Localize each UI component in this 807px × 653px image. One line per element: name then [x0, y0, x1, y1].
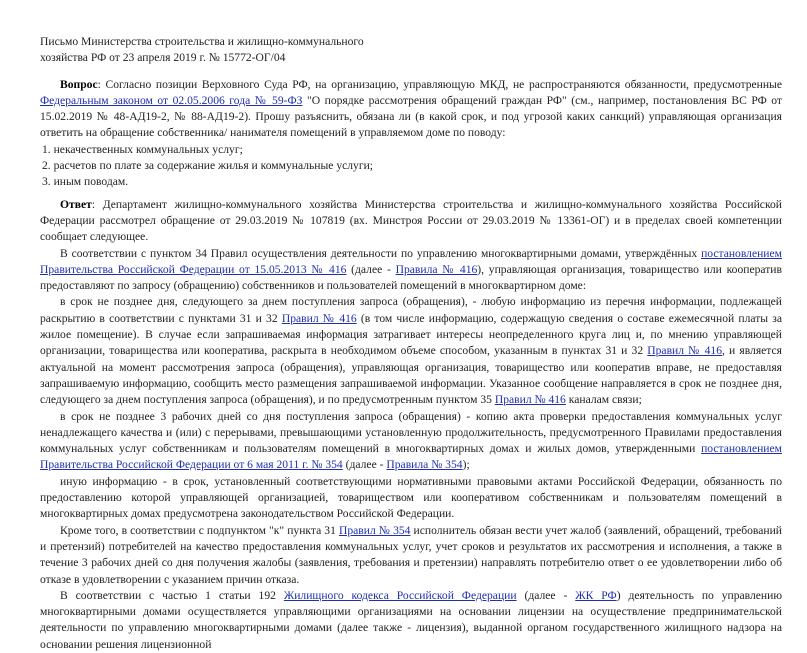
text-segment: ); — [462, 458, 470, 472]
paragraph — [40, 77, 782, 142]
document-link[interactable]: Правил № 416 — [647, 344, 723, 358]
text-segment: 3. иным поводам. — [42, 175, 129, 189]
text-segment: : Департамент жилищно-коммунального хозяйства Министерства строительства и жилищно-коммунального хозяйства Российской Федерации рассмотрел обращение от 29.03.2019 № 107819 (вх. Минстроя России от 29.03.2019 № 13361-ОГ) и в пределах своей компетенции сообщает следующее. — [40, 197, 782, 244]
document-link[interactable]: постановлением Правительства Российской Федерации от 15.05.2013 № 416 — [40, 246, 782, 276]
document-link[interactable]: Правила № 416 — [395, 262, 478, 276]
text-segment: в срок не позднее дня, следующего за днем поступления запроса (обращения), - любую информацию из перечня информации, подлежащей раскрытию в соответствии с пунктами 31 и 32 — [40, 295, 782, 325]
text-segment: Кроме того, в соответствии с подпунктом "к" пункта 31 — [60, 523, 339, 537]
text-segment: исполнитель обязан вести учет жалоб (заявлений, обращений, требований и претензий) потребителей на качество предоставления коммунальных услуг, учет сроков и результатов их рассмотрения и исполнения, а также в течение 3 рабочих дней со дня получения жалобы (заявления, требования и претензии) направлять потребителю ответ о ее удовлетворении либо об отказе в удовлетворении с указанием причин отказа. — [40, 523, 782, 586]
list-item — [40, 142, 782, 158]
document — [40, 34, 782, 653]
list-item — [40, 174, 782, 190]
text-segment: в срок не позднее 3 рабочих дней со дня поступления запроса (обращения) - копию акта проверки предоставления коммунальных услуг ненадлежащего качества и (или) с перерывами, превышающими установленную продолжительность, предусмотренного Правилами предоставления коммунальных услуг собственникам и пользователям помещений в многоквартирных домах и жилых домов, утвержденными — [40, 409, 782, 456]
text-segment: (далее - — [342, 458, 387, 472]
paragraph — [40, 409, 782, 474]
document-link[interactable]: Жилищного кодекса Российской Федерации — [283, 588, 517, 602]
paragraph — [40, 246, 782, 295]
text-segment: В соответствии с пунктом 34 Правил осуществления деятельности по управлению многоквартирными домами, утверждённых — [60, 246, 702, 260]
document-link[interactable]: Правил № 416 — [281, 311, 357, 325]
text-segment: (далее - — [516, 588, 576, 602]
text-segment: ), управляющая организация, товарищество или кооператив предоставляют по запросу (обращению) собственников и пользователей помещений в многоквартирном доме: — [40, 262, 782, 293]
paragraph — [40, 197, 782, 246]
text-segment: 1. некачественных коммунальных услуг; — [42, 142, 243, 156]
text-segment: (в том числе информацию, содержащую сведения о составе ежемесячной платы за жилое помещение). В случае если запрашиваемая информация затрагивает интересы неопределенного круга лиц и, по мнению управляющей организации, товарищества или кооператива, раскрыта в необходимом объеме способом, указанным в пунктах 31 и 32 — [40, 311, 782, 358]
text-segment: 2. расчетов по плате за содержание жилья и коммунальные услуги; — [42, 159, 374, 173]
paragraph — [40, 588, 782, 653]
text-segment: "О порядке рассмотрения обращений граждан РФ" (см., например, постановления ВС РФ от 15.02.2019 № 48-АД19-2, № 88-АД19-2). Прошу разъяснить, обязана ли (в какой срок, и под угрозой каких санкций) управляющая организация ответить на обращение собственника/ нанимателя помещений в управляемом доме по поводу: — [40, 93, 783, 140]
paragraph — [40, 523, 782, 588]
text-segment: : Согласно позиции Верховного Суда РФ, на организацию, управляющую МКД, не распространяются обязанности, предусмотренные — [97, 77, 782, 91]
document-link[interactable]: Федеральным законом от 02.05.2006 года № 59-ФЗ — [40, 93, 303, 107]
text-segment: иную информацию - в срок, установленный соответствующими нормативными правовыми актами Российской Федерации, обязанность по предоставлению которой управляющей организацией, товариществом или кооперативом собственникам и пользователям помещений в многоквартирных домах предусмотрена законодательством Российской Федерации. — [40, 474, 782, 521]
document-link[interactable]: Правил № 354 — [338, 523, 411, 537]
text-segment: (далее - — [346, 262, 396, 276]
document-link[interactable]: Правил № 416 — [494, 393, 566, 407]
paragraph — [40, 474, 782, 523]
document-link[interactable]: Правила № 354 — [386, 458, 463, 472]
bold-label: Вопрос — [60, 77, 98, 91]
bold-label: Ответ — [60, 197, 92, 211]
text-segment: , и является актуальной на момент рассмотрения запроса (обращения), управляющая организация, товарищество или кооператив вправе, не предоставляя запрашиваемую информацию, сообщить место размещения запрашиваемой информации. Указанное сообщение направляется в срок не позднее дня, следующего за днем поступления запроса (обращения), и по предусмотренным пунктом 35 — [40, 344, 782, 407]
document-title: Письмо Министерства строительства и жилищно-коммунального хозяйства РФ от 23 апреля 2019 г. № 15772-ОГ/04 — [40, 35, 364, 65]
paragraph — [40, 294, 782, 408]
document-link[interactable]: ЖК РФ — [575, 588, 617, 602]
text-segment: ) деятельность по управлению многоквартирными домами осуществляется управляющими организациями на основании лицензии на осуществление предпринимательской деятельности по управлению многоквартирными домами (далее также - лицензия), выданной органом государственного жилищного надзора на основании решения лицензионной — [40, 588, 782, 651]
list-item — [40, 158, 782, 174]
document-body — [40, 77, 782, 653]
document-link[interactable]: постановлением Правительства Российской Федерации от 6 мая 2011 г. № 354 — [40, 442, 782, 472]
text-segment: В соответствии с частью 1 статьи 192 — [60, 588, 284, 602]
text-segment: каналам связи; — [565, 393, 642, 407]
